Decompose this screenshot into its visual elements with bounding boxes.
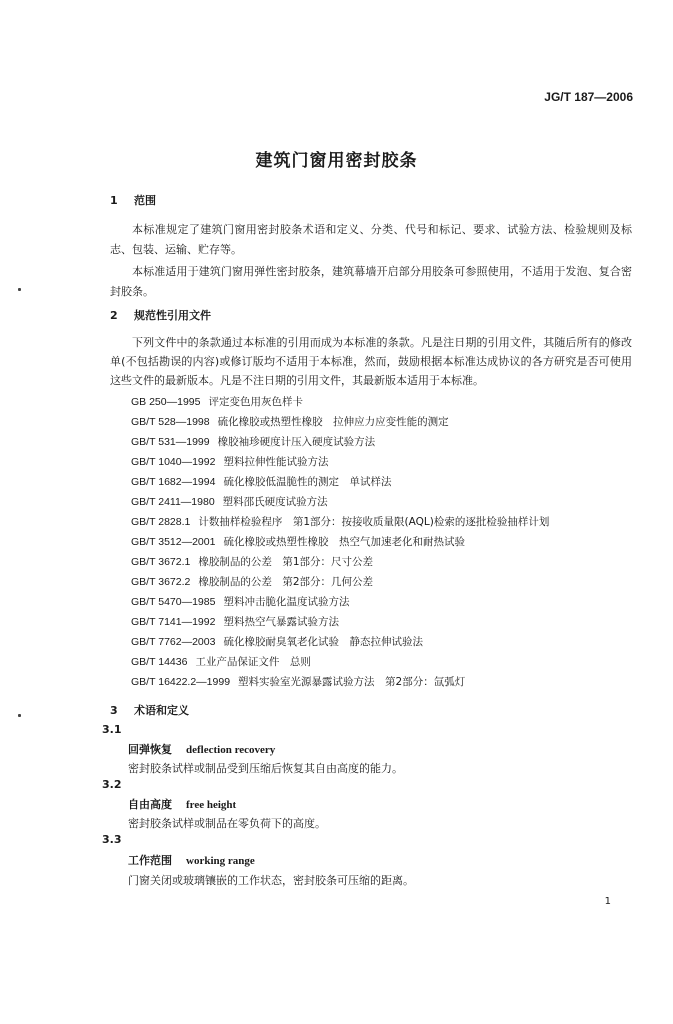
reference-item — [131, 574, 373, 589]
reference-title: 橡胶袖珍硬度计压入硬度试验方法 — [217, 436, 376, 448]
term-chinese: 回弹恢复 — [128, 743, 172, 756]
reference-code: GB/T 3672.1 — [131, 556, 191, 568]
term-heading — [128, 852, 255, 868]
term-number: 3.2 — [102, 778, 122, 791]
reference-item — [131, 654, 311, 669]
term-chinese: 自由高度 — [128, 798, 172, 811]
reference-title: 塑料拉伸性能试验方法 — [223, 456, 329, 468]
reference-item — [131, 514, 549, 529]
section-2-intro: 下列文件中的条款通过本标准的引用而成为本标准的条款。凡是注日期的引用文件，其随后所有的修改单(不包括勘误的内容)或修订版均不适用于本标准，然而，鼓励根据本标准达成协议的各方研究是否可使用这些文件的最新版本。凡是不注日期的引用文件，其最新版本适用于本标准。 — [110, 336, 632, 387]
reference-title: 硫化橡胶或热塑性橡胶 热空气加速老化和耐热试验 — [223, 536, 465, 548]
section-3-heading — [110, 702, 189, 718]
reference-code: GB/T 1682—1994 — [131, 476, 216, 488]
term-heading — [128, 741, 275, 757]
section-1-paragraph-2: 本标准适用于建筑门窗用弹性密封胶条，建筑幕墙开启部分用胶条可参照使用，不适用于发泡、复合密封胶条。 — [110, 265, 632, 298]
term-definition: 密封胶条试样或制品在零负荷下的高度。 — [128, 817, 326, 830]
document-title: 建筑门窗用密封胶条 — [255, 151, 418, 171]
reference-code: GB 250—1995 — [131, 396, 201, 408]
reference-code: GB/T 5470—1985 — [131, 596, 216, 608]
reference-title: 塑料冲击脆化温度试验方法 — [223, 596, 350, 608]
reference-code: GB/T 3512—2001 — [131, 536, 216, 548]
term-chinese: 工作范围 — [128, 854, 172, 867]
reference-code: GB/T 2828.1 — [131, 516, 191, 528]
reference-title: 硫化橡胶耐臭氧老化试验 静态拉伸试验法 — [223, 636, 423, 648]
scan-mark — [18, 714, 21, 717]
reference-code: GB/T 3672.2 — [131, 576, 191, 588]
reference-code: GB/T 14436 — [131, 656, 188, 668]
reference-code: GB/T 1040—1992 — [131, 456, 216, 468]
reference-title: 计数抽样检验程序 第1部分：按接收质量限(AQL)检索的逐批检验抽样计划 — [198, 516, 550, 528]
term-definition: 密封胶条试样或制品受到压缩后恢复其自由高度的能力。 — [128, 762, 403, 775]
reference-item — [131, 554, 373, 569]
section-2-heading — [110, 307, 211, 323]
reference-item — [131, 494, 328, 509]
reference-item — [131, 674, 465, 689]
reference-title: 塑料邵氏硬度试验方法 — [222, 496, 328, 508]
reference-item — [131, 474, 391, 489]
term-heading — [128, 796, 236, 812]
reference-item — [131, 454, 328, 469]
section-number: 2 — [110, 309, 118, 322]
reference-code: GB/T 531—1999 — [131, 436, 210, 448]
reference-code: GB/T 16422.2—1999 — [131, 676, 231, 688]
section-1-paragraph-1: 本标准规定了建筑门窗用密封胶条术语和定义、分类、代号和标记、要求、试验方法、检验规则及标志、包装、运输、贮存等。 — [110, 223, 632, 256]
term-number: 3.3 — [102, 833, 122, 846]
page-number: 1 — [604, 896, 611, 907]
term-english: free height — [186, 799, 237, 811]
reference-code: GB/T 528—1998 — [131, 416, 210, 428]
reference-code: GB/T 7762—2003 — [131, 636, 216, 648]
reference-title: 橡胶制品的公差 第1部分：尺寸公差 — [198, 556, 374, 568]
standard-code: JG/T 187—2006 — [544, 90, 633, 104]
term-english: deflection recovery — [186, 744, 276, 756]
reference-title: 工业产品保证文件 总则 — [195, 656, 311, 668]
reference-title: 塑料热空气暴露试验方法 — [223, 616, 339, 628]
section-number: 3 — [110, 704, 118, 717]
reference-title: 硫化橡胶低温脆性的测定 单试样法 — [223, 476, 392, 488]
reference-code: GB/T 2411—1980 — [131, 496, 215, 508]
reference-title: 橡胶制品的公差 第2部分：几何公差 — [198, 576, 374, 588]
section-title: 范围 — [134, 194, 156, 207]
reference-item — [131, 434, 375, 449]
term-english: working range — [186, 855, 255, 867]
section-1-heading — [110, 192, 156, 208]
section-title: 术语和定义 — [134, 704, 189, 717]
term-definition: 门窗关闭或玻璃镶嵌的工作状态，密封胶条可压缩的距离。 — [128, 874, 414, 887]
reference-item — [131, 594, 349, 609]
reference-title: 硫化橡胶或热塑性橡胶 拉伸应力应变性能的测定 — [217, 416, 449, 428]
reference-item — [131, 534, 465, 549]
reference-code: GB/T 7141—1992 — [131, 616, 216, 628]
reference-item — [131, 414, 449, 429]
scan-mark — [18, 288, 21, 291]
reference-item — [131, 614, 339, 629]
reference-item — [131, 394, 303, 409]
reference-title: 塑料实验室光源暴露试验方法 第2部分：氙弧灯 — [238, 676, 466, 688]
term-number: 3.1 — [102, 723, 122, 736]
section-number: 1 — [110, 194, 118, 207]
reference-title: 评定变色用灰色样卡 — [208, 396, 303, 408]
section-title: 规范性引用文件 — [134, 309, 211, 322]
reference-item — [131, 634, 423, 649]
